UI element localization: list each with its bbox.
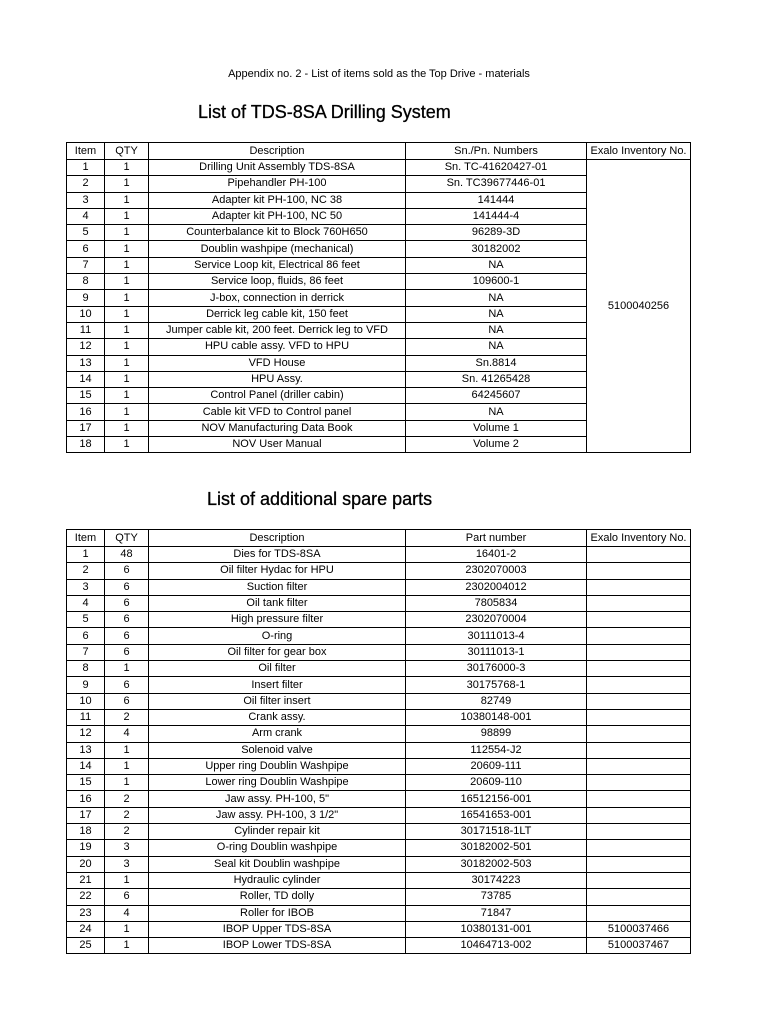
cell-qty: 6 xyxy=(105,677,149,693)
cell-qty: 1 xyxy=(105,938,149,954)
table-row xyxy=(67,628,691,644)
cell-qty: 1 xyxy=(105,290,149,306)
cell-description: J-box, connection in derrick xyxy=(149,290,406,306)
cell-description: Upper ring Doublin Washpipe xyxy=(149,758,406,774)
table-row xyxy=(67,775,691,791)
cell-description: O-ring Doublin washpipe xyxy=(149,840,406,856)
table-row xyxy=(67,726,691,742)
cell-qty: 3 xyxy=(105,840,149,856)
table-row xyxy=(67,807,691,823)
cell-item: 11 xyxy=(67,709,105,725)
cell-inventory xyxy=(587,661,691,677)
cell-qty: 1 xyxy=(105,257,149,273)
cell-item: 3 xyxy=(67,579,105,595)
cell-number: 7805834 xyxy=(406,595,587,611)
cell-item: 1 xyxy=(67,547,105,563)
cell-item: 5 xyxy=(67,612,105,628)
cell-item: 23 xyxy=(67,905,105,921)
cell-qty: 1 xyxy=(105,388,149,404)
cell-item: 15 xyxy=(67,388,105,404)
cell-item: 14 xyxy=(67,758,105,774)
cell-number: NA xyxy=(406,339,587,355)
cell-description: Lower ring Doublin Washpipe xyxy=(149,775,406,791)
cell-item: 19 xyxy=(67,840,105,856)
header-item: Item xyxy=(67,530,105,547)
cell-qty: 1 xyxy=(105,241,149,257)
table-row xyxy=(67,595,691,611)
cell-description: Adapter kit PH-100, NC 50 xyxy=(149,208,406,224)
cell-description: Insert filter xyxy=(149,677,406,693)
cell-description: NOV Manufacturing Data Book xyxy=(149,420,406,436)
cell-inventory xyxy=(587,726,691,742)
table-row xyxy=(67,938,691,954)
header-inventory-no: Exalo Inventory No. xyxy=(587,143,691,160)
cell-item: 25 xyxy=(67,938,105,954)
cell-qty: 1 xyxy=(105,420,149,436)
section1-title: List of TDS-8SA Drilling System xyxy=(198,102,451,122)
cell-number: 141444-4 xyxy=(406,208,587,224)
cell-description: VFD House xyxy=(149,355,406,371)
cell-qty: 1 xyxy=(105,339,149,355)
cell-description: Jaw assy. PH-100, 5" xyxy=(149,791,406,807)
cell-item: 5 xyxy=(67,225,105,241)
cell-inventory xyxy=(587,612,691,628)
cell-item: 22 xyxy=(67,889,105,905)
cell-number: NA xyxy=(406,404,587,420)
table-row xyxy=(67,840,691,856)
cell-qty: 1 xyxy=(105,176,149,192)
cell-number: NA xyxy=(406,290,587,306)
cell-description: Oil filter insert xyxy=(149,693,406,709)
cell-number: 30111013-4 xyxy=(406,628,587,644)
table-row xyxy=(67,547,691,563)
cell-number: Sn.8814 xyxy=(406,355,587,371)
cell-item: 18 xyxy=(67,824,105,840)
cell-item: 10 xyxy=(67,693,105,709)
cell-qty: 1 xyxy=(105,742,149,758)
cell-qty: 6 xyxy=(105,889,149,905)
cell-inventory xyxy=(587,807,691,823)
table-row xyxy=(67,905,691,921)
cell-number: 20609-111 xyxy=(406,758,587,774)
cell-number: 30174223 xyxy=(406,872,587,888)
table-row xyxy=(67,677,691,693)
cell-qty: 2 xyxy=(105,807,149,823)
cell-qty: 6 xyxy=(105,628,149,644)
cell-inventory xyxy=(587,579,691,595)
section2-title: List of additional spare parts xyxy=(207,489,433,509)
cell-description: IBOP Upper TDS-8SA xyxy=(149,921,406,937)
cell-description: Hydraulic cylinder xyxy=(149,872,406,888)
cell-number: 64245607 xyxy=(406,388,587,404)
cell-description: HPU Assy. xyxy=(149,371,406,387)
cell-number: 16401-2 xyxy=(406,547,587,563)
cell-qty: 1 xyxy=(105,192,149,208)
cell-item: 11 xyxy=(67,322,105,338)
cell-item: 13 xyxy=(67,742,105,758)
table-row xyxy=(67,612,691,628)
table-row xyxy=(67,160,691,176)
cell-qty: 4 xyxy=(105,905,149,921)
cell-item: 16 xyxy=(67,791,105,807)
cell-item: 24 xyxy=(67,921,105,937)
header-description: Description xyxy=(149,143,406,160)
cell-inventory: 5100037467 xyxy=(587,938,691,954)
cell-inventory xyxy=(587,742,691,758)
cell-qty: 1 xyxy=(105,404,149,420)
cell-number: 96289-3D xyxy=(406,225,587,241)
cell-qty: 2 xyxy=(105,824,149,840)
cell-qty: 1 xyxy=(105,371,149,387)
cell-item: 20 xyxy=(67,856,105,872)
cell-qty: 48 xyxy=(105,547,149,563)
cell-number: Volume 1 xyxy=(406,420,587,436)
cell-number: 30171518-1LT xyxy=(406,824,587,840)
cell-number: 10380148-001 xyxy=(406,709,587,725)
header-part-number: Part number xyxy=(406,530,587,547)
cell-number: 16512156-001 xyxy=(406,791,587,807)
cell-inventory xyxy=(587,563,691,579)
table-row xyxy=(67,791,691,807)
cell-item: 2 xyxy=(67,563,105,579)
cell-description: High pressure filter xyxy=(149,612,406,628)
cell-item: 2 xyxy=(67,176,105,192)
cell-inventory xyxy=(587,628,691,644)
header-sn-pn-numbers: Sn./Pn. Numbers xyxy=(406,143,587,160)
cell-description: Oil tank filter xyxy=(149,595,406,611)
table-row xyxy=(67,758,691,774)
cell-description: Dies for TDS-8SA xyxy=(149,547,406,563)
cell-description: Roller for IBOB xyxy=(149,905,406,921)
cell-number: NA xyxy=(406,322,587,338)
cell-description: Service loop, fluids, 86 feet xyxy=(149,274,406,290)
cell-number: 30111013-1 xyxy=(406,644,587,660)
table-row xyxy=(67,563,691,579)
header-item: Item xyxy=(67,143,105,160)
table-header-row xyxy=(67,530,691,547)
cell-item: 6 xyxy=(67,628,105,644)
cell-item: 17 xyxy=(67,807,105,823)
cell-qty: 1 xyxy=(105,274,149,290)
cell-qty: 6 xyxy=(105,579,149,595)
cell-qty: 1 xyxy=(105,661,149,677)
cell-item: 6 xyxy=(67,241,105,257)
cell-number: 2302070004 xyxy=(406,612,587,628)
cell-inventory xyxy=(587,693,691,709)
cell-description: Pipehandler PH-100 xyxy=(149,176,406,192)
cell-item: 8 xyxy=(67,274,105,290)
cell-inventory xyxy=(587,709,691,725)
cell-qty: 1 xyxy=(105,208,149,224)
cell-description: Crank assy. xyxy=(149,709,406,725)
cell-inventory xyxy=(587,824,691,840)
cell-number: 10380131-001 xyxy=(406,921,587,937)
cell-qty: 1 xyxy=(105,225,149,241)
cell-item: 15 xyxy=(67,775,105,791)
cell-qty: 2 xyxy=(105,791,149,807)
cell-item: 16 xyxy=(67,404,105,420)
table-row xyxy=(67,872,691,888)
cell-inventory xyxy=(587,644,691,660)
cell-description: Derrick leg cable kit, 150 feet xyxy=(149,306,406,322)
header-description: Description xyxy=(149,530,406,547)
cell-qty: 6 xyxy=(105,644,149,660)
cell-number: 2302070003 xyxy=(406,563,587,579)
drilling-system-table xyxy=(66,142,691,453)
table-row xyxy=(67,921,691,937)
cell-qty: 1 xyxy=(105,872,149,888)
table-row xyxy=(67,644,691,660)
cell-description: Seal kit Doublin washpipe xyxy=(149,856,406,872)
cell-item: 7 xyxy=(67,257,105,273)
cell-qty: 6 xyxy=(105,563,149,579)
cell-description: Cylinder repair kit xyxy=(149,824,406,840)
cell-description: HPU cable assy. VFD to HPU xyxy=(149,339,406,355)
cell-qty: 1 xyxy=(105,322,149,338)
table-row xyxy=(67,661,691,677)
cell-qty: 3 xyxy=(105,856,149,872)
table-row xyxy=(67,579,691,595)
cell-description: Doublin washpipe (mechanical) xyxy=(149,241,406,257)
cell-inventory xyxy=(587,889,691,905)
cell-item: 18 xyxy=(67,437,105,453)
cell-number: 30176000-3 xyxy=(406,661,587,677)
cell-item: 1 xyxy=(67,160,105,176)
cell-number: Sn. TC-41620427-01 xyxy=(406,160,587,176)
cell-number: NA xyxy=(406,257,587,273)
cell-description: Oil filter for gear box xyxy=(149,644,406,660)
cell-inventory xyxy=(587,595,691,611)
appendix-caption: Appendix no. 2 - List of items sold as the Top Drive - materials xyxy=(228,68,530,80)
cell-qty: 2 xyxy=(105,709,149,725)
cell-description: Arm crank xyxy=(149,726,406,742)
cell-item: 12 xyxy=(67,726,105,742)
cell-item: 4 xyxy=(67,208,105,224)
cell-item: 14 xyxy=(67,371,105,387)
cell-description: Suction filter xyxy=(149,579,406,595)
cell-description: O-ring xyxy=(149,628,406,644)
cell-inventory: 5100037466 xyxy=(587,921,691,937)
cell-description: Oil filter Hydac for HPU xyxy=(149,563,406,579)
spare-parts-table xyxy=(66,529,691,954)
cell-inventory xyxy=(587,840,691,856)
header-qty: QTY xyxy=(105,530,149,547)
cell-inventory xyxy=(587,791,691,807)
cell-description: Solenoid valve xyxy=(149,742,406,758)
table-row xyxy=(67,856,691,872)
cell-number: NA xyxy=(406,306,587,322)
table-row xyxy=(67,889,691,905)
cell-qty: 6 xyxy=(105,693,149,709)
cell-number: 20609-110 xyxy=(406,775,587,791)
cell-inventory xyxy=(587,905,691,921)
cell-description: Roller, TD dolly xyxy=(149,889,406,905)
table-row xyxy=(67,693,691,709)
cell-description: IBOP Lower TDS-8SA xyxy=(149,938,406,954)
cell-qty: 6 xyxy=(105,612,149,628)
cell-number: Volume 2 xyxy=(406,437,587,453)
cell-qty: 1 xyxy=(105,306,149,322)
cell-number: 73785 xyxy=(406,889,587,905)
header-qty: QTY xyxy=(105,143,149,160)
cell-number: 30182002 xyxy=(406,241,587,257)
cell-description: Service Loop kit, Electrical 86 feet xyxy=(149,257,406,273)
cell-qty: 1 xyxy=(105,437,149,453)
cell-number: 141444 xyxy=(406,192,587,208)
cell-qty: 1 xyxy=(105,775,149,791)
cell-item: 8 xyxy=(67,661,105,677)
cell-inventory xyxy=(587,547,691,563)
cell-number: 10464713-002 xyxy=(406,938,587,954)
cell-description: Jumper cable kit, 200 feet. Derrick leg to VFD xyxy=(149,322,406,338)
cell-inventory xyxy=(587,758,691,774)
cell-description: NOV User Manual xyxy=(149,437,406,453)
cell-item: 17 xyxy=(67,420,105,436)
cell-inventory xyxy=(587,775,691,791)
cell-item: 21 xyxy=(67,872,105,888)
table-row xyxy=(67,742,691,758)
cell-number: 98899 xyxy=(406,726,587,742)
cell-number: Sn. TC39677446-01 xyxy=(406,176,587,192)
cell-number: 2302004012 xyxy=(406,579,587,595)
cell-qty: 1 xyxy=(105,355,149,371)
cell-number: 16541653-001 xyxy=(406,807,587,823)
cell-number: 30182002-501 xyxy=(406,840,587,856)
table-row xyxy=(67,709,691,725)
header-inventory-no: Exalo Inventory No. xyxy=(587,530,691,547)
cell-item: 9 xyxy=(67,290,105,306)
cell-number: Sn. 41265428 xyxy=(406,371,587,387)
cell-inventory: 5100040256 xyxy=(587,160,691,453)
cell-number: 71847 xyxy=(406,905,587,921)
cell-number: 82749 xyxy=(406,693,587,709)
cell-description: Jaw assy. PH-100, 3 1/2" xyxy=(149,807,406,823)
cell-inventory xyxy=(587,677,691,693)
cell-inventory xyxy=(587,872,691,888)
cell-number: 30175768-1 xyxy=(406,677,587,693)
table-header-row xyxy=(67,143,691,160)
cell-item: 13 xyxy=(67,355,105,371)
cell-qty: 1 xyxy=(105,160,149,176)
cell-number: 30182002-503 xyxy=(406,856,587,872)
cell-description: Counterbalance kit to Block 760H650 xyxy=(149,225,406,241)
cell-description: Drilling Unit Assembly TDS-8SA xyxy=(149,160,406,176)
cell-item: 9 xyxy=(67,677,105,693)
cell-description: Adapter kit PH-100, NC 38 xyxy=(149,192,406,208)
cell-number: 109600-1 xyxy=(406,274,587,290)
cell-qty: 1 xyxy=(105,921,149,937)
table-row xyxy=(67,824,691,840)
cell-qty: 6 xyxy=(105,595,149,611)
cell-description: Control Panel (driller cabin) xyxy=(149,388,406,404)
cell-description: Cable kit VFD to Control panel xyxy=(149,404,406,420)
cell-item: 10 xyxy=(67,306,105,322)
cell-item: 4 xyxy=(67,595,105,611)
cell-description: Oil filter xyxy=(149,661,406,677)
cell-number: 112554-J2 xyxy=(406,742,587,758)
cell-inventory xyxy=(587,856,691,872)
cell-item: 7 xyxy=(67,644,105,660)
cell-item: 3 xyxy=(67,192,105,208)
cell-qty: 4 xyxy=(105,726,149,742)
cell-qty: 1 xyxy=(105,758,149,774)
cell-item: 12 xyxy=(67,339,105,355)
